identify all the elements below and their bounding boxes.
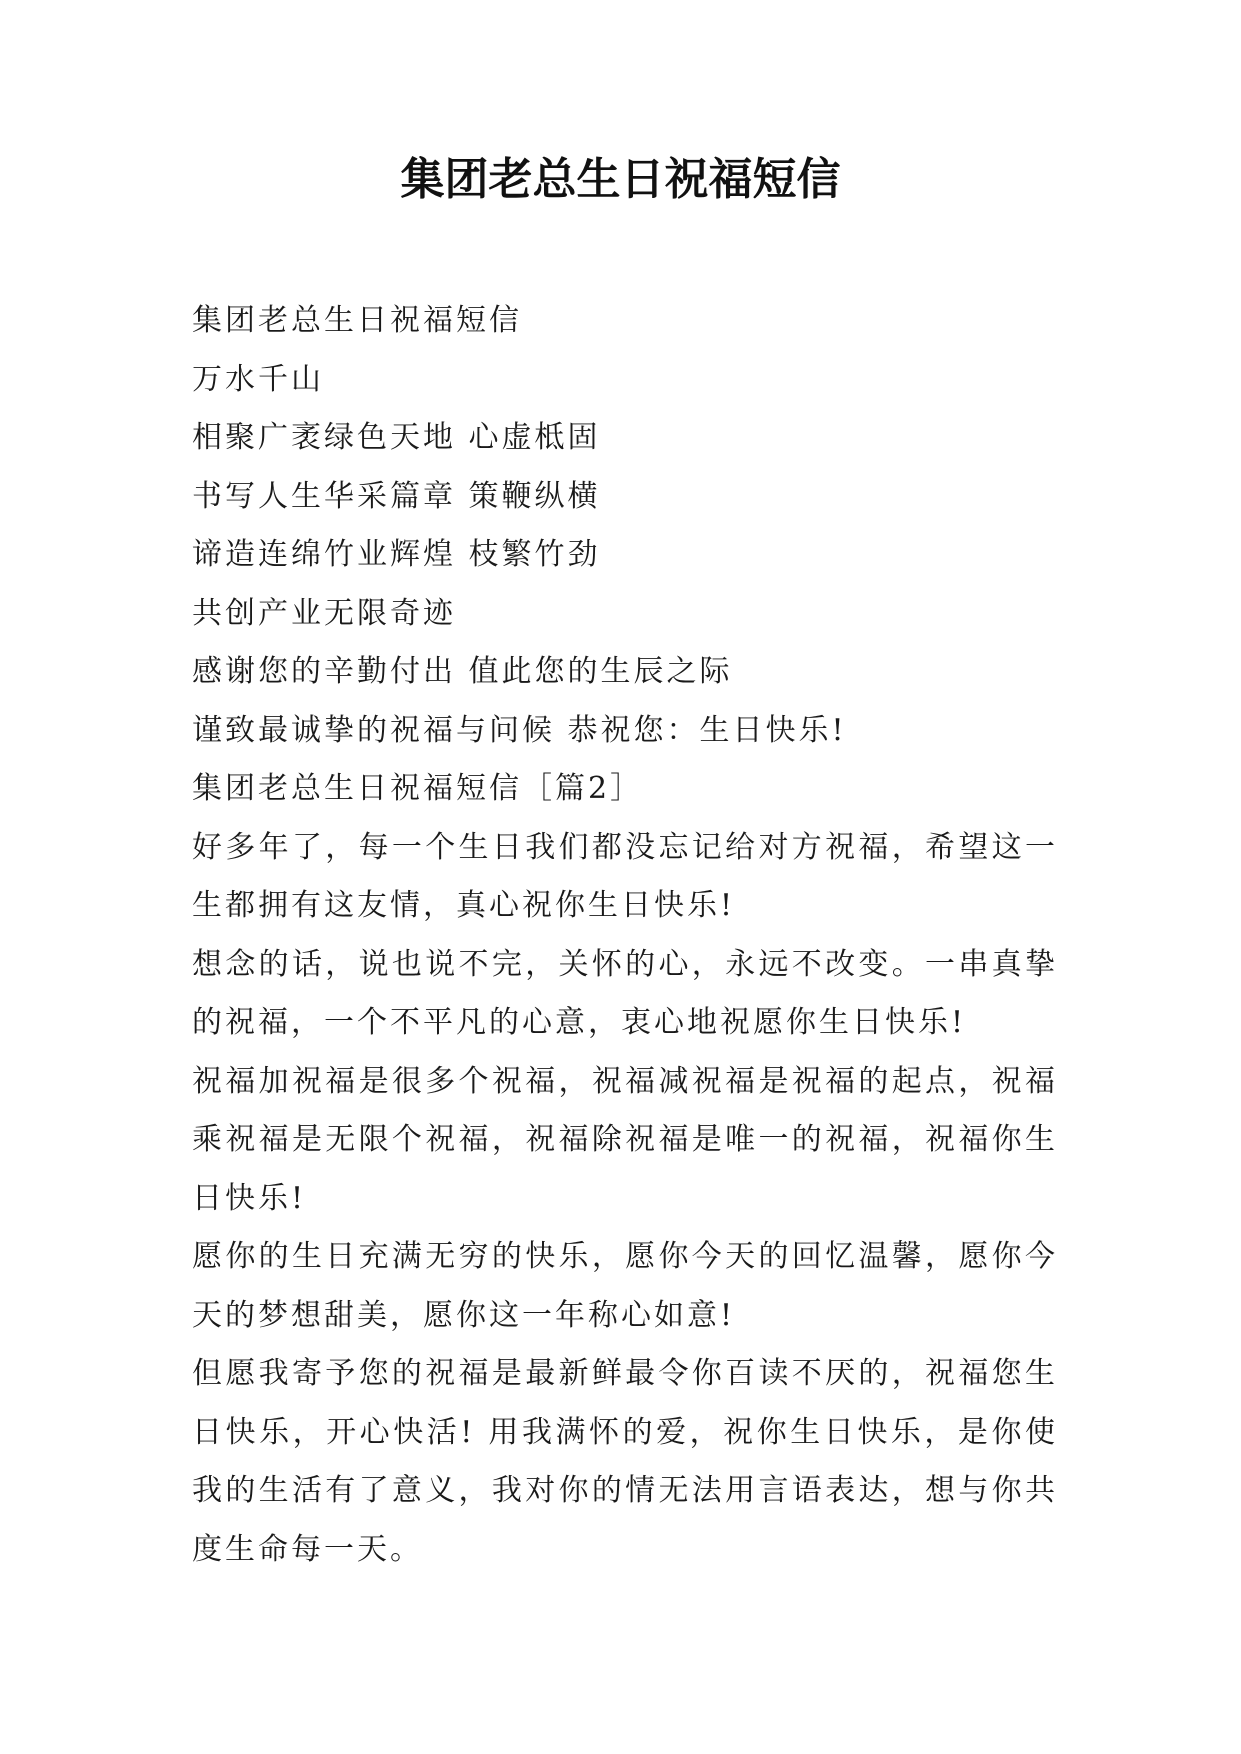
body-line: 感谢您的辛勤付出 值此您的生辰之际 bbox=[192, 654, 733, 689]
body-paragraph: 想念的话，说也说不完，关怀的心，永远不改变。一串真挚的祝福，一个不平凡的心意，衷心地祝愿你生日快乐! bbox=[192, 946, 1058, 1040]
body-paragraph: 好多年了，每一个生日我们都没忘记给对方祝福，希望这一生都拥有这友情，真心祝你生日快乐! bbox=[192, 829, 1058, 923]
body-line: 集团老总生日祝福短信 bbox=[192, 303, 522, 338]
body-line: 书写人生华采篇章 策鞭纵横 bbox=[192, 478, 601, 514]
body-paragraph: 祝福加祝福是很多个祝福，祝福减祝福是祝福的起点，祝福乘祝福是无限个祝福，祝福除祝福是唯一的祝福，祝福你生日快乐! bbox=[192, 1063, 1058, 1216]
body-line: 谨致最诚挚的祝福与问候 恭祝您：生日快乐! bbox=[192, 712, 847, 748]
body-paragraph: 但愿我寄予您的祝福是最新鲜最令你百读不厌的，祝福您生日快乐，开心快活! 用我满怀的爱，祝你生日快乐，是你使我的生活有了意义，我对你的情无法用言语表达，想与你共度生命每一天。 bbox=[192, 1356, 1058, 1567]
body-line: 相聚广袤绿色天地 心虚柢固 bbox=[192, 420, 601, 455]
document-title: 集团老总生日祝福短信 bbox=[400, 154, 841, 205]
section-heading: 集团老总生日祝福短信［篇2］ bbox=[192, 771, 644, 806]
body-line: 谛造连绵竹业辉煌 枝繁竹劲 bbox=[192, 537, 601, 572]
body-paragraph: 愿你的生日充满无穷的快乐，愿你今天的回忆温馨，愿你今天的梦想甜美，愿你这一年称心如意! bbox=[192, 1239, 1058, 1333]
document-body bbox=[192, 292, 1058, 1579]
body-line: 万水千山 bbox=[192, 361, 324, 397]
body-line: 共创产业无限奇迹 bbox=[192, 595, 456, 631]
